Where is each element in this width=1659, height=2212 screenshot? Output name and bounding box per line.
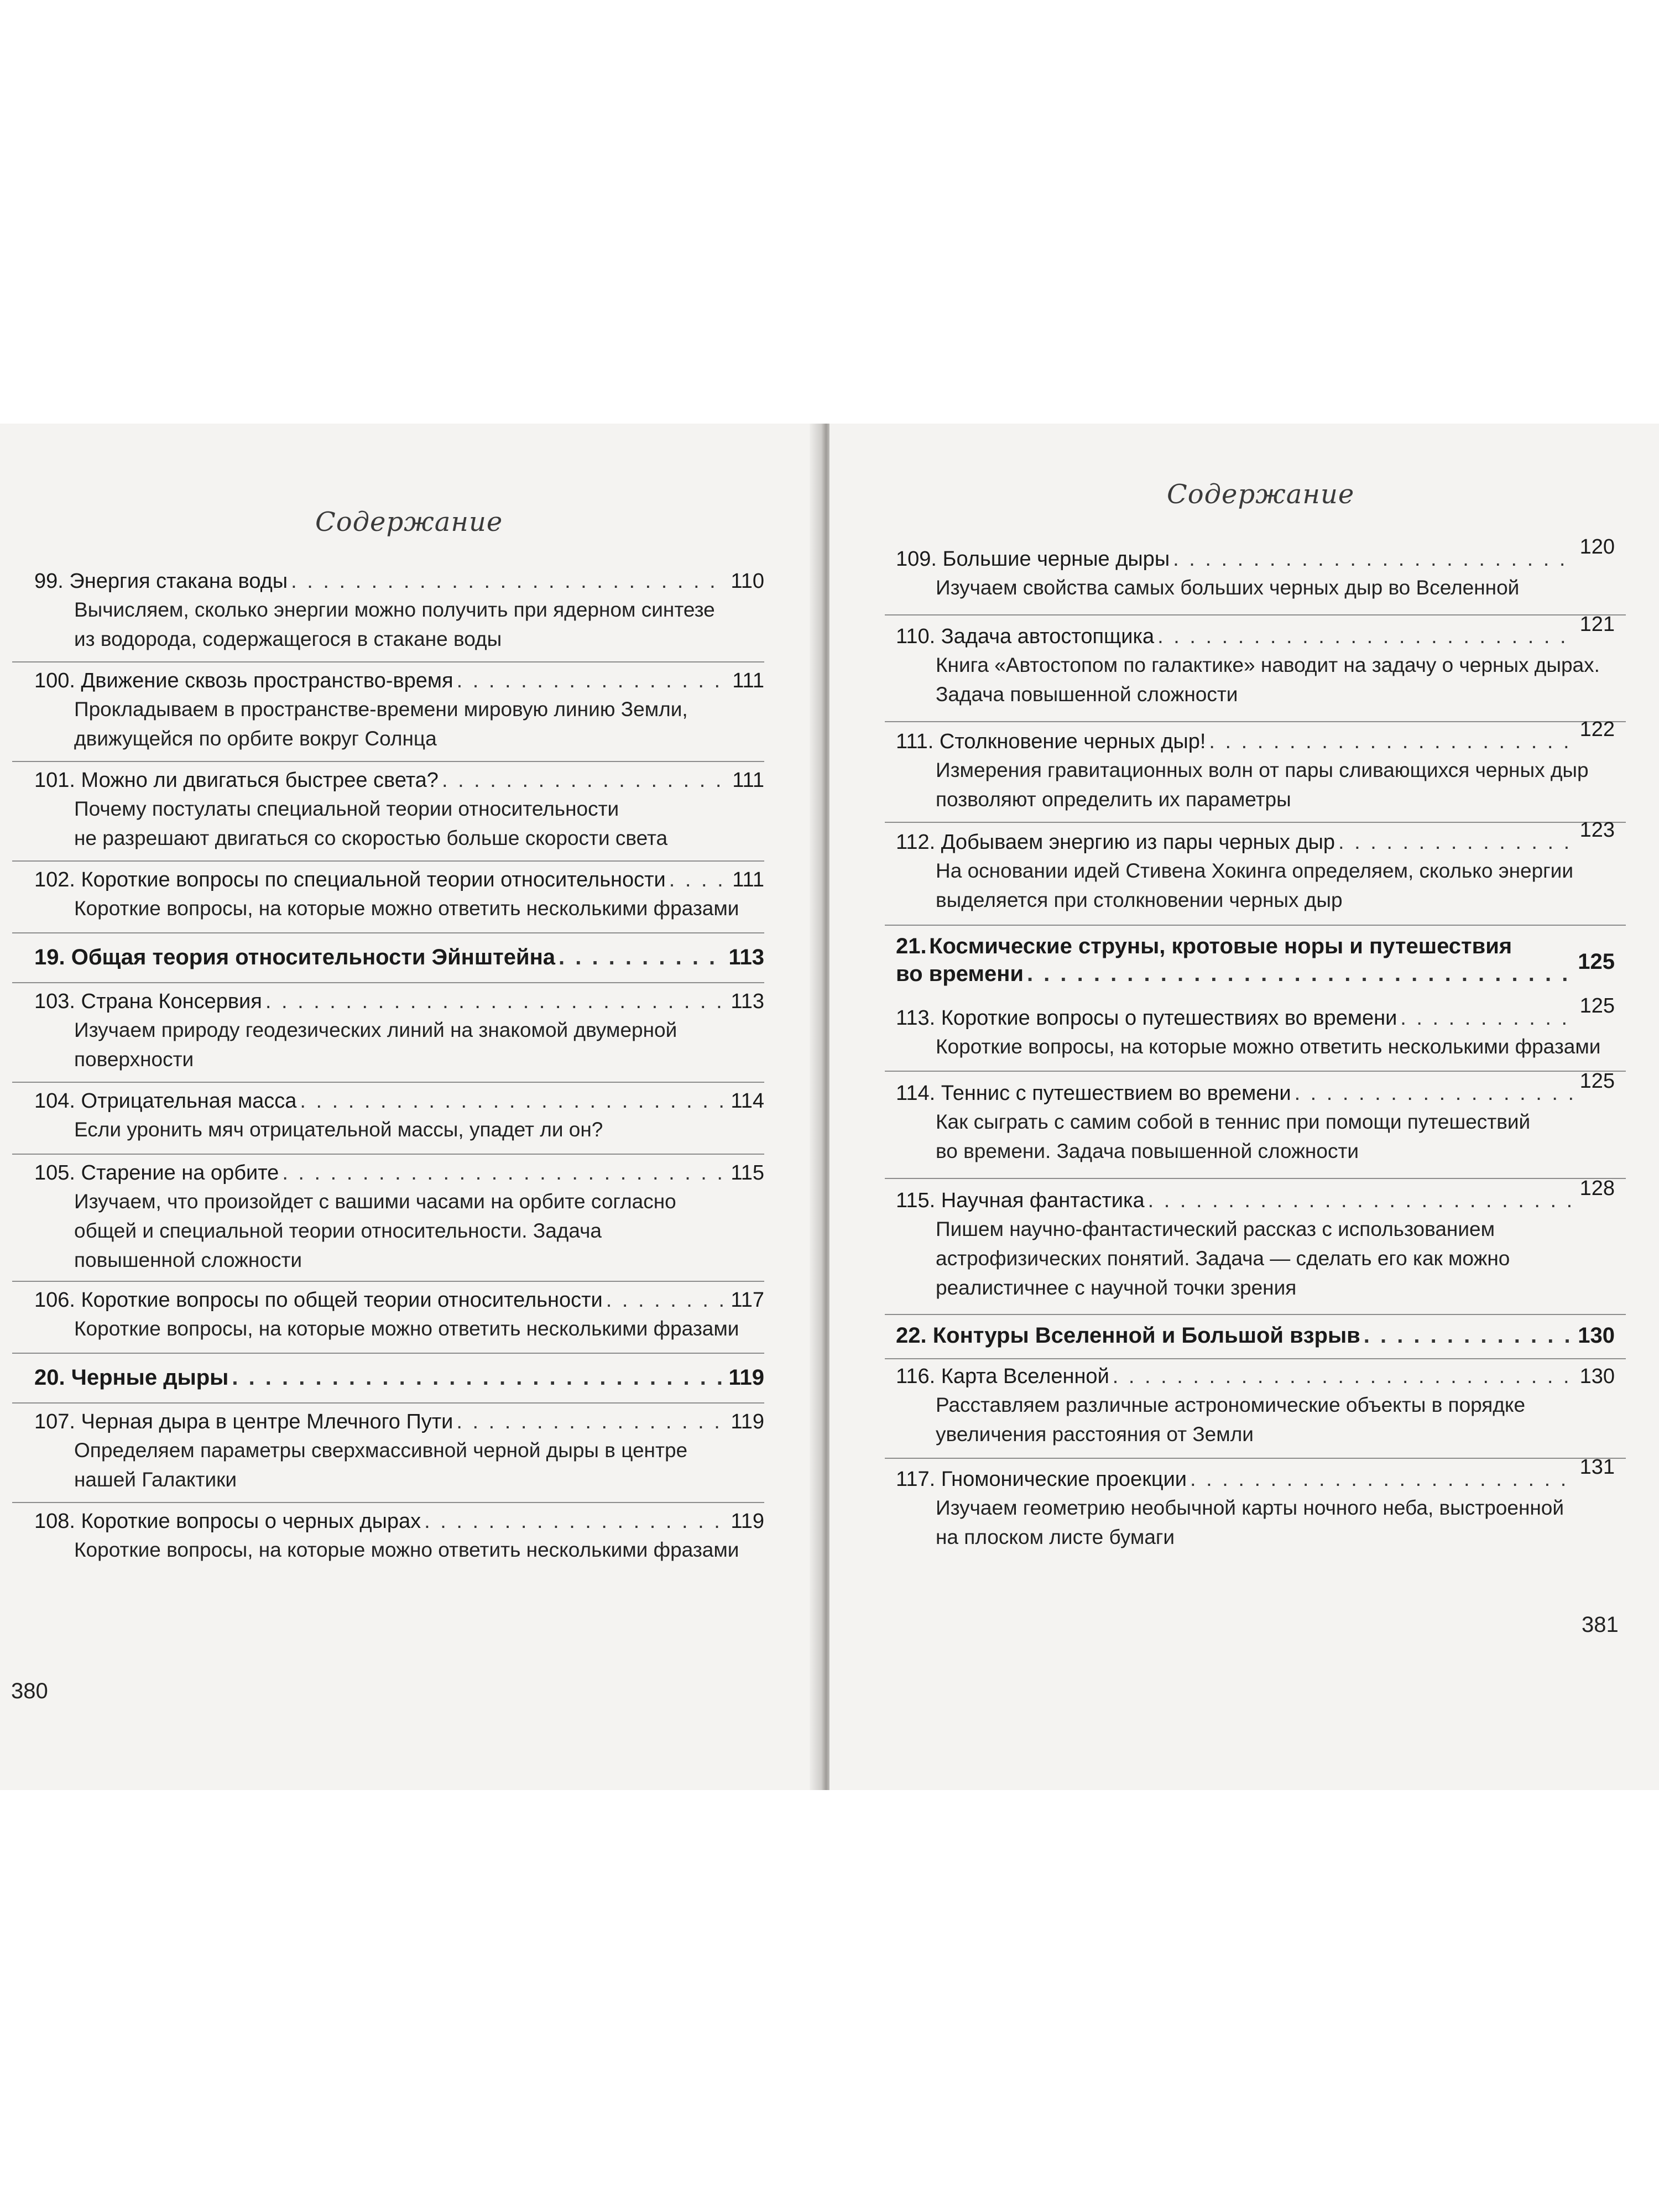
toc-entry-109[interactable]: 109. Большие черные дыры . . . 120 Изучаем свойства самых больших черных дыр во Вселенной [896, 545, 1615, 602]
divider [12, 661, 764, 662]
toc-entry-106[interactable]: 106. Короткие вопросы по общей теории относительности . . . 117 Короткие вопросы, на которые можно ответить несколькими фразами [34, 1286, 764, 1343]
page-number-right: 381 [1582, 1613, 1619, 1637]
toc-chapter-19[interactable]: 19. Общая теория относительности Эйнштейна . . . 113 [34, 943, 764, 971]
right-page [830, 424, 1659, 1790]
toc-chapter-21[interactable]: 21. Космические струны, кротовые норы и путешествия во времени . . . 125 [896, 932, 1615, 988]
page-number-left: 380 [11, 1679, 48, 1703]
divider [885, 614, 1626, 615]
divider [885, 1071, 1626, 1072]
toc-entry-100[interactable]: 100. Движение сквозь пространство-время . . . 111 Прокладываем в пространстве-времени мировую линию Земли, движущейся по орбите вокруг Солнца [34, 667, 764, 753]
toc-entry-108[interactable]: 108. Короткие вопросы о черных дырах . . . 119 Короткие вопросы, на которые можно ответить несколькими фразами [34, 1507, 764, 1564]
divider [12, 1082, 764, 1083]
toc-entry-99[interactable]: 99. Энергия стакана воды . . . 110 Вычисляем, сколько энергии можно получить при ядерном синтезе из водорода, содержащегося в стакане воды [34, 567, 764, 654]
toc-chapter-20[interactable]: 20. Черные дыры . . . 119 [34, 1364, 764, 1391]
divider [12, 1353, 764, 1354]
toc-entry-115[interactable]: 115. Научная фантастика . . . 128 Пишем научно-фантастический рассказ с использованием астрофизических понятий. Задача — сделать его как можно реалистичнее с научной точки зрения [896, 1187, 1615, 1302]
toc-entry-111[interactable]: 111. Столкновение черных дыр! . . . 122 Измерения гравитационных волн от пары сливающихся черных дыр позволяют определить их параметры [896, 728, 1615, 814]
divider [885, 822, 1626, 823]
divider [885, 1178, 1626, 1179]
toc-entry-107[interactable]: 107. Черная дыра в центре Млечного Пути . . . 119 Определяем параметры сверхмассивной черной дыры в центре нашей Галактики [34, 1408, 764, 1494]
toc-entry-103[interactable]: 103. Страна Консервия . . . 113 Изучаем природу геодезических линий на знакомой двумерной поверхности [34, 988, 764, 1074]
divider [12, 1402, 764, 1404]
divider [12, 1502, 764, 1503]
running-head-left: Содержание [315, 507, 503, 538]
divider [12, 982, 764, 983]
toc-entry-105[interactable]: 105. Старение на орбите . . . 115 Изучаем, что произойдет с вашими часами на орбите согласно общей и специальной теории относительности. Задача повышенной сложности [34, 1159, 764, 1275]
left-page [0, 424, 816, 1790]
toc-chapter-22[interactable]: 22. Контуры Вселенной и Большой взрыв . . . 130 [896, 1322, 1615, 1349]
book-spread [0, 424, 1659, 1790]
toc-entry-102[interactable]: 102. Короткие вопросы по специальной теории относительности . . . 111 Короткие вопросы, на которые можно ответить несколькими фразами [34, 866, 764, 923]
toc-entry-114[interactable]: 114. Теннис с путешествием во времени . . . 125 Как сыграть с самим собой в теннис при помощи путешествий во времени. Задача повышенной сложности [896, 1079, 1615, 1166]
running-head-right: Содержание [1167, 479, 1355, 510]
divider [12, 932, 764, 933]
divider [12, 761, 764, 762]
divider [885, 721, 1626, 722]
toc-entry-112[interactable]: 112. Добываем энергию из пары черных дыр . . . 123 На основании идей Стивена Хокинга определяем, сколько энергии выделяется при столкновении черных дыр [896, 828, 1615, 915]
divider [885, 1314, 1626, 1315]
divider [885, 1358, 1626, 1359]
divider [12, 1154, 764, 1155]
toc-entry-113[interactable]: 113. Короткие вопросы о путешествиях во времени . . . 125 Короткие вопросы, на которые можно ответить несколькими фразами [896, 1004, 1615, 1061]
toc-entry-110[interactable]: 110. Задача автостопщика . . . 121 Книга «Автостопом по галактике» наводит на задачу о черных дырах. Задача повышенной сложности [896, 623, 1615, 709]
divider [12, 1281, 764, 1282]
toc-entry-117[interactable]: 117. Гномонические проекции . . . 131 Изучаем геометрию необычной карты ночного неба, выстроенной на плоском листе бумаги [896, 1465, 1615, 1552]
divider [885, 925, 1626, 926]
toc-entry-101[interactable]: 101. Можно ли двигаться быстрее света? . . . 111 Почему постулаты специальной теории относительности не разрешают двигаться со скоростью больше скорости света [34, 766, 764, 853]
toc-entry-116[interactable]: 116. Карта Вселенной . . . 130 Расставляем различные астрономические объекты в порядке увеличения расстояния от Земли [896, 1363, 1615, 1449]
toc-entry-104[interactable]: 104. Отрицательная масса . . . 114 Если уронить мяч отрицательной массы, упадет ли он? [34, 1087, 764, 1144]
divider [885, 1458, 1626, 1459]
divider [12, 860, 764, 862]
